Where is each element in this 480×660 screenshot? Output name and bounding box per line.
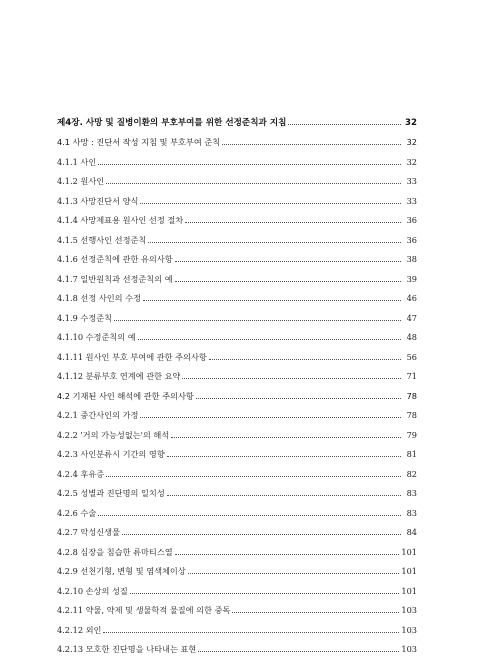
toc-entry-page-number: 56	[406, 351, 417, 362]
toc-entry-page-number: 83	[406, 507, 417, 518]
dot-leader	[140, 203, 401, 204]
dot-leader	[167, 456, 401, 457]
toc-entry[interactable]	[57, 309, 417, 329]
toc-entry-page-number: 36	[406, 215, 417, 225]
toc-entry-title: 4.1 사망 : 진단서 작성 지침 및 부호부여 준칙	[57, 137, 221, 147]
dot-leader	[98, 164, 401, 165]
toc-entry-page-number: 101	[401, 585, 417, 596]
toc-entry-title: 4.1.9 수정준칙	[57, 312, 113, 323]
toc-entry-page-number: 101	[401, 546, 417, 557]
toc-entry-page-number: 71	[406, 371, 417, 381]
toc-entry-title: 4.1.6 선정준칙에 관한 유의사항	[57, 254, 173, 264]
dot-leader	[98, 515, 401, 516]
toc-entry-title: 4.1.5 선행사인 선정준칙	[57, 234, 147, 245]
toc-entry[interactable]	[57, 621, 417, 641]
toc-entry-title: 4.2.10 손상의 성질	[57, 585, 128, 596]
toc-entry-title: 4.2.12 외인	[57, 624, 102, 635]
toc-entry[interactable]	[57, 250, 417, 270]
toc-entry-page-number: 33	[406, 176, 417, 186]
dot-leader	[188, 573, 400, 574]
toc-entry-title: 4.1.12 분류부호 연계에 관한 요약	[57, 371, 181, 381]
toc-entry[interactable]	[57, 562, 417, 582]
toc-entry[interactable]	[57, 504, 417, 524]
toc-entry[interactable]	[57, 465, 417, 485]
toc-entry-title: 4.1.3 사망진단서 양식	[57, 195, 139, 206]
toc-entry-title: 4.2.9 선천기형, 변형 및 염색체이상	[57, 566, 186, 576]
toc-entry-title: 4.1.7 일반원칙과 선정준칙의 예	[57, 273, 173, 284]
dot-leader	[148, 242, 401, 243]
toc-entry[interactable]	[57, 387, 417, 407]
toc-entry-title: 4.2.11 약물, 약제 및 생물학적 물질에 의한 중독	[57, 605, 231, 615]
toc-entry-page-number: 38	[406, 254, 417, 264]
toc-entry-page-number: 78	[406, 390, 417, 401]
dot-leader	[138, 339, 401, 340]
dot-leader	[106, 476, 401, 477]
toc-entry[interactable]	[57, 426, 417, 446]
toc-entry[interactable]	[57, 231, 417, 251]
toc-entry[interactable]	[57, 582, 417, 602]
toc-entry-title: 4.1.11 원사인 부호 부여에 관한 주의사항	[57, 351, 207, 362]
toc-entry[interactable]	[57, 192, 417, 212]
toc-entry-page-number: 33	[406, 195, 417, 206]
dot-leader	[182, 378, 401, 379]
toc-entry-page-number: 32	[405, 118, 417, 128]
toc-entry-title: 4.1.4 사망제표용 원사인 선정 절차	[57, 215, 184, 225]
dot-leader	[175, 261, 401, 262]
toc-entry[interactable]	[57, 367, 417, 387]
toc-entry-page-number: 46	[406, 293, 417, 303]
dot-leader	[130, 593, 400, 594]
toc-entry-page-number: 47	[406, 312, 417, 323]
toc-entry-title: 4.2.6 수술	[57, 507, 97, 518]
toc-entry-title: 4.2.1 중간사인의 가정	[57, 410, 139, 420]
toc-entry[interactable]	[57, 445, 417, 465]
toc-entry[interactable]	[57, 543, 417, 563]
dot-leader	[288, 124, 401, 125]
toc-entry-page-number: 83	[406, 488, 417, 498]
toc-entry-page-number: 39	[406, 273, 417, 284]
toc-entry[interactable]	[57, 270, 417, 290]
toc-entry-page-number: 103	[401, 605, 417, 615]
dot-leader	[103, 632, 399, 633]
toc-entry[interactable]	[57, 523, 417, 543]
toc-entry-page-number: 79	[406, 429, 417, 440]
toc-entry-page-number: 48	[406, 332, 417, 342]
toc-entry-page-number: 36	[406, 234, 417, 245]
toc-entry-title: 4.1.1 사인	[57, 156, 97, 167]
toc-entry-title: 4.2.3 사인분류시 기간의 영향	[57, 449, 165, 459]
dot-leader	[198, 651, 399, 652]
toc-entry[interactable]	[57, 406, 417, 426]
dot-leader	[140, 417, 401, 418]
toc-entry-title: 4.2.5 성별과 진단명의 일치성	[57, 488, 165, 498]
dot-leader	[143, 300, 401, 301]
toc-entry-page-number: 103	[401, 644, 417, 654]
toc-entry[interactable]	[57, 601, 417, 621]
toc-entry-title: 4.1.8 선정 사인의 수정	[57, 293, 142, 303]
toc-entry-title: 4.2.4 후유증	[57, 468, 105, 479]
dot-leader	[114, 320, 401, 321]
dot-leader	[106, 183, 401, 184]
toc-entry-page-number: 32	[406, 137, 417, 147]
dot-leader	[175, 554, 400, 555]
toc-entry[interactable]	[57, 133, 417, 153]
toc-entry-title: 4.2 기재된 사인 해석에 관한 주의사항	[57, 390, 194, 401]
toc-entry-title: 4.1.2 원사인	[57, 176, 105, 186]
dot-leader	[209, 359, 401, 360]
toc-entry-page-number: 101	[401, 566, 417, 576]
toc-entry-page-number: 82	[406, 468, 417, 479]
toc-entry-title: 4.1.10 수정준칙의 예	[57, 332, 136, 342]
toc-entry-title: 제4장. 사망 및 질병이환의 부호부여를 위한 선정준칙과 지침	[57, 118, 287, 128]
toc-entry[interactable]	[57, 289, 417, 309]
dot-leader	[196, 398, 401, 399]
toc-entry[interactable]	[57, 211, 417, 231]
dot-leader	[222, 144, 401, 145]
toc-entry-page-number: 81	[406, 449, 417, 459]
toc-entry-page-number: 32	[406, 156, 417, 167]
table-of-contents	[57, 113, 417, 660]
toc-entry[interactable]	[57, 348, 417, 368]
toc-entry[interactable]	[57, 113, 417, 133]
dot-leader	[171, 437, 401, 438]
dot-leader	[185, 222, 401, 223]
toc-entry-title: 4.2.8 심장을 침습한 류마티스열	[57, 546, 173, 557]
dot-leader	[167, 495, 401, 496]
toc-entry[interactable]	[57, 328, 417, 348]
dot-leader	[232, 612, 399, 613]
toc-entry-title: 4.2.7 악성신생물	[57, 527, 120, 537]
dot-leader	[175, 281, 401, 282]
toc-entry-page-number: 84	[406, 527, 417, 537]
dot-leader	[122, 534, 401, 535]
toc-entry[interactable]	[57, 172, 417, 192]
toc-entry[interactable]	[57, 153, 417, 173]
toc-entry-title: 4.2.2 '거의 가능성없는'의 해석	[57, 429, 170, 440]
toc-entry-page-number: 78	[406, 410, 417, 420]
toc-entry-page-number: 103	[401, 624, 417, 635]
toc-entry-title: 4.2.13 모호한 진단명을 나타내는 표현	[57, 644, 197, 654]
toc-entry[interactable]	[57, 484, 417, 504]
